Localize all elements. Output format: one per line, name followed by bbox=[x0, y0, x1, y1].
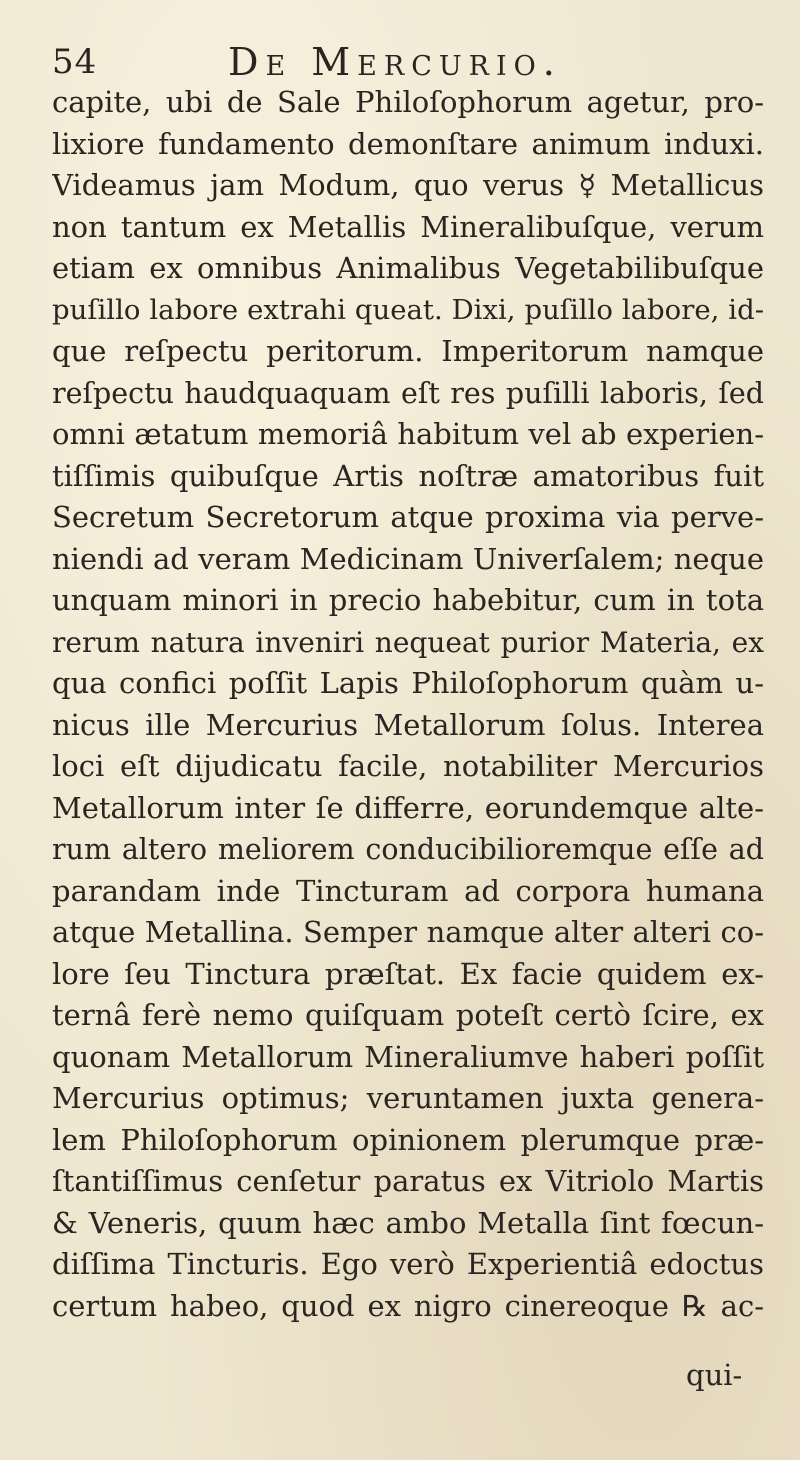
text-line: rum altero meliorem conducibilioremque eſſe ad bbox=[52, 833, 764, 866]
text-line: atque Metallina. Semper namque alter alteri co- bbox=[52, 915, 764, 949]
text-line: capite, ubi de Sale Philoſophorum agetur, pro- bbox=[52, 85, 764, 119]
text-line: non tantum ex Metallis Mineralibuſque, verum bbox=[52, 209, 764, 244]
text-line: omni ætatum memoriâ habitum vel ab experien- bbox=[52, 417, 764, 451]
text-line: quonam Metallorum Mineraliumve haberi poſſit bbox=[52, 1039, 764, 1074]
text-line: lem Philoſophorum opinionem plerumque præ- bbox=[52, 1122, 764, 1157]
page-number: 54 bbox=[52, 42, 98, 82]
text-line: Secretum Secretorum atque proxima via perve- bbox=[52, 500, 764, 534]
text-line: Mercurius optimus; veruntamen juxta genera- bbox=[52, 1081, 764, 1115]
text-line: certum habeo, quod ex nigro cinereoque ℞ ac- bbox=[52, 1288, 764, 1323]
text-line: diſſima Tincturis. Ego verò Experientiâ edoctus bbox=[52, 1247, 764, 1281]
body-text bbox=[52, 82, 764, 1327]
text-line: etiam ex omnibus Animalibus Vegetabilibuſque bbox=[52, 251, 764, 285]
text-line: Videamus jam Modum, quo verus ☿ Metallicus bbox=[52, 168, 764, 202]
text-line: ſtantiſſimus cenſetur paratus ex Vitriolo Martis bbox=[52, 1164, 764, 1198]
text-line: tiſſimis quibuſque Artis noſtræ amatoribus fuit bbox=[52, 458, 764, 493]
text-line: puſillo labore extrahi queat. Dixi, puſillo labore, id- bbox=[52, 293, 764, 326]
text-line: Metallorum inter ſe differre, eorundemque alte- bbox=[52, 790, 764, 825]
text-line: niendi ad veram Medicinam Univerſalem; neque bbox=[52, 541, 764, 576]
text-line: qua confici poſſit Lapis Philoſophorum quàm u- bbox=[52, 666, 764, 700]
text-line: parandam inde Tincturam ad corpora humana bbox=[52, 873, 764, 908]
text-line: nicus ille Mercurius Metallorum ſolus. Interea bbox=[52, 707, 764, 742]
running-title: De Mercurio. bbox=[228, 40, 562, 84]
text-line: & Veneris, quum hæc ambo Metalla ſint fœcun- bbox=[52, 1205, 764, 1240]
catchword: qui- bbox=[686, 1358, 743, 1392]
text-line: ternâ ferè nemo quiſquam poteſt certò ſcire, ex bbox=[52, 998, 764, 1032]
text-line: rerum natura inveniri nequeat purior Materia, ex bbox=[52, 625, 764, 659]
text-line: que reſpectu peritorum. Imperitorum namque bbox=[52, 334, 764, 368]
text-line: lixiore fundamento demonſtare animum induxi. bbox=[52, 126, 764, 161]
text-line: lore ſeu Tinctura præſtat. Ex facie quidem ex- bbox=[52, 956, 764, 991]
text-line: reſpectu haudquaquam eſt res puſilli laboris, ſed bbox=[52, 376, 764, 410]
text-line: unquam minori in precio habebitur, cum in tota bbox=[52, 583, 764, 617]
text-line: loci eſt dijudicatu facile, notabiliter Mercurios bbox=[52, 749, 764, 783]
